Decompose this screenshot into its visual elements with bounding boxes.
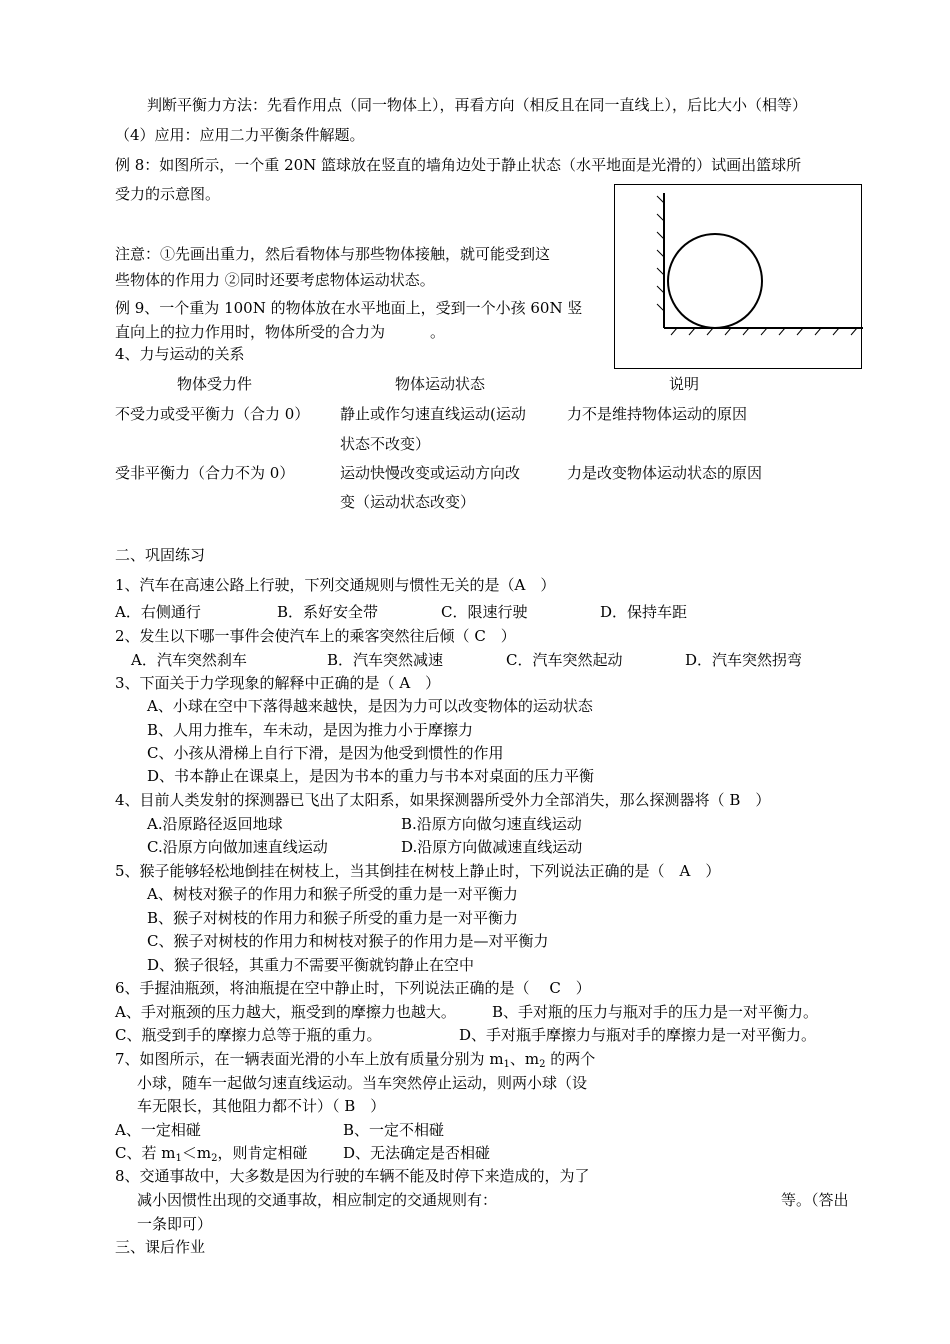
q8-line2: 减小因惯性出现的交通事故，相应制定的交通规则有： (137, 1191, 498, 1209)
row1-note: 力不是维持物体运动的原因 (567, 405, 748, 423)
q7-sub2: 2 (539, 1059, 546, 1070)
q4-option-d: D.沿原方向做减速直线运动 (401, 838, 583, 856)
q6-stem: 6、手握油瓶颈，将油瓶提在空中静止时，下列说法正确的是（ C ） (115, 979, 591, 997)
q7-optc-sub2: 2 (211, 1153, 218, 1164)
table-header-force: 物体受力件 (177, 375, 253, 393)
q7-stem-line2: 小球，随车一起做匀速直线运动。当车突然停止运动，则两小球（设 (137, 1074, 588, 1092)
example8-line1: 例 8：如图所示，一个重 20N 篮球放在竖直的墙角边处于静止状态（水平地面是光滑的）试画出篮球所 (115, 156, 802, 174)
q3-option-a: A、小球在空中下落得越来越快，是因为力可以改变物体的运动状态 (147, 697, 593, 715)
q7-stem-b: 、m (509, 1050, 540, 1068)
q6-option-b: B、手对瓶的压力与瓶对手的压力是一对平衡力。 (492, 1003, 819, 1021)
q1-option-d: D．保持车距 (600, 603, 688, 621)
row2-motion-b: 变（运动状态改变） (340, 493, 476, 511)
practice-title: 二、巩固练习 (115, 546, 206, 564)
q2-stem: 2、发生以下哪一事件会使汽车上的乘客突然往后倾（ C ） (115, 627, 516, 645)
q7-optc-a: C、若 m (115, 1144, 176, 1162)
row2-motion-a: 运动快慢改变或运动方向改 (340, 464, 521, 482)
example9-line2 (115, 322, 445, 342)
example9-period: 。 (430, 323, 446, 341)
note-line1: 注意：①先画出重力，然后看物体与那些物体接触，就可能受到这 (115, 245, 551, 263)
floor-hatching (671, 328, 857, 335)
q4-stem: 4、目前人类发射的探测器已飞出了太阳系，如果探测器所受外力全部消失，那么探测器将（ B ） (115, 791, 771, 809)
q5-option-a: A、树枝对猴子的作用力和猴子所受的重力是一对平衡力 (147, 885, 518, 903)
q3-option-c: C、小孩从滑梯上自行下滑，是因为他受到惯性的作用 (147, 744, 504, 762)
application-text: （4）应用：应用二力平衡条件解题。 (115, 126, 365, 144)
q7-stem-c: 的两个 (545, 1050, 596, 1068)
balance-method-text: 判断平衡力方法：先看作用点（同一物体上），再看方向（相反且在同一直线上），后比大小（相等） (147, 96, 808, 114)
q1-option-c: C．限速行驶 (441, 603, 528, 621)
row1-force: 不受力或受平衡力（合力 0） (115, 405, 310, 423)
q7-optc-b: ＜m (181, 1144, 212, 1162)
row1-motion-b: 状态不改变） (340, 435, 431, 453)
q3-option-b: B、人用力推车，车未动，是因为推力小于摩擦力 (147, 721, 474, 739)
wall-hatching (657, 196, 664, 311)
example9-line2-text: 直向上的拉力作用时，物体所受的合力为 (115, 323, 386, 341)
q1-option-a: A．右侧通行 (115, 603, 201, 621)
q7-optc-sub1: 1 (175, 1153, 182, 1164)
row1-motion-a: 静止或作匀速直线运动(运动 (340, 405, 526, 423)
example9-line1: 例 9、一个重为 100N 的物体放在水平地面上，受到一个小孩 60N 竖 (115, 299, 583, 317)
q7-optc-c: ，则肯定相碰 (217, 1144, 308, 1162)
q1-stem: 1、汽车在高速公路上行驶，下列交通规则与惯性无关的是（A ） (115, 576, 556, 594)
q6-option-a: A、手对瓶颈的压力越大，瓶受到的摩擦力也越大。 (115, 1003, 456, 1021)
table-header-motion: 物体运动状态 (395, 375, 486, 393)
table-header-note: 说明 (669, 375, 700, 393)
basketball-corner-figure (614, 184, 862, 369)
row2-note: 力是改变物体运动状态的原因 (567, 464, 763, 482)
q3-option-d: D、书本静止在课桌上，是因为书本的重力与书本对桌面的压力平衡 (147, 767, 595, 785)
basketball-circle (668, 234, 762, 328)
q6-option-d: D、手对瓶手摩擦力与瓶对手的摩擦力是一对平衡力。 (459, 1026, 817, 1044)
q7-stem-line1 (115, 1049, 595, 1075)
q7-stem-a: 7、如图所示，在一辆表面光滑的小车上放有质量分别为 m (115, 1050, 504, 1068)
q7-sub1: 1 (503, 1059, 510, 1070)
q6-option-c: C、瓶受到手的摩擦力总等于瓶的重力。 (115, 1026, 382, 1044)
q7-stem-line3: 车无限长，其他阻力都不计）（ B ） (137, 1097, 386, 1115)
homework-title: 三、课后作业 (115, 1238, 206, 1256)
q3-stem: 3、下面关于力学现象的解释中正确的是（ A ） (115, 674, 441, 692)
q8-line1: 8、交通事故中，大多数是因为行驶的车辆不能及时停下来造成的，为了 (115, 1167, 590, 1185)
q5-option-b: B、猴子对树枝的作用力和猴子所受的重力是一对平衡力 (147, 909, 519, 927)
basketball-diagram (615, 185, 863, 370)
q4-option-a: A.沿原路径返回地球 (147, 815, 283, 833)
q7-option-a: A、一定相碰 (115, 1121, 201, 1139)
q7-option-b: B、一定不相碰 (343, 1121, 445, 1139)
q5-option-d: D、猴子很轻，其重力不需要平衡就钧静止在空中 (147, 956, 475, 974)
q4-option-b: B.沿原方向做匀速直线运动 (401, 815, 582, 833)
q7-option-d: D、无法确定是否相碰 (343, 1144, 491, 1162)
q2-option-a: A．汽车突然刹车 (131, 651, 247, 669)
q8-line3: 一条即可） (137, 1215, 213, 1233)
example8-line2: 受力的示意图。 (115, 185, 221, 203)
q2-option-c: C．汽车突然起动 (506, 651, 623, 669)
q5-stem: 5、猴子能够轻松地倒挂在树枝上，当其倒挂在树枝上静止时，下列说法正确的是（ A ） (115, 862, 721, 880)
q2-option-b: B．汽车突然减速 (327, 651, 444, 669)
q5-option-c: C、猴子对树枝的作用力和树枝对猴子的作用力是—对平衡力 (147, 932, 549, 950)
q1-option-b: B．系好安全带 (277, 603, 379, 621)
note-line2: 些物体的作用力 ②同时还要考虑物体运动状态。 (115, 271, 435, 289)
q8-line2-end: 等。（答出 (781, 1191, 849, 1209)
q4-option-c: C.沿原方向做加速直线运动 (147, 838, 328, 856)
q2-option-d: D．汽车突然拐弯 (685, 651, 803, 669)
section4-title: 4、力与运动的关系 (115, 345, 245, 363)
row2-force: 受非平衡力（合力不为 0） (115, 464, 295, 482)
